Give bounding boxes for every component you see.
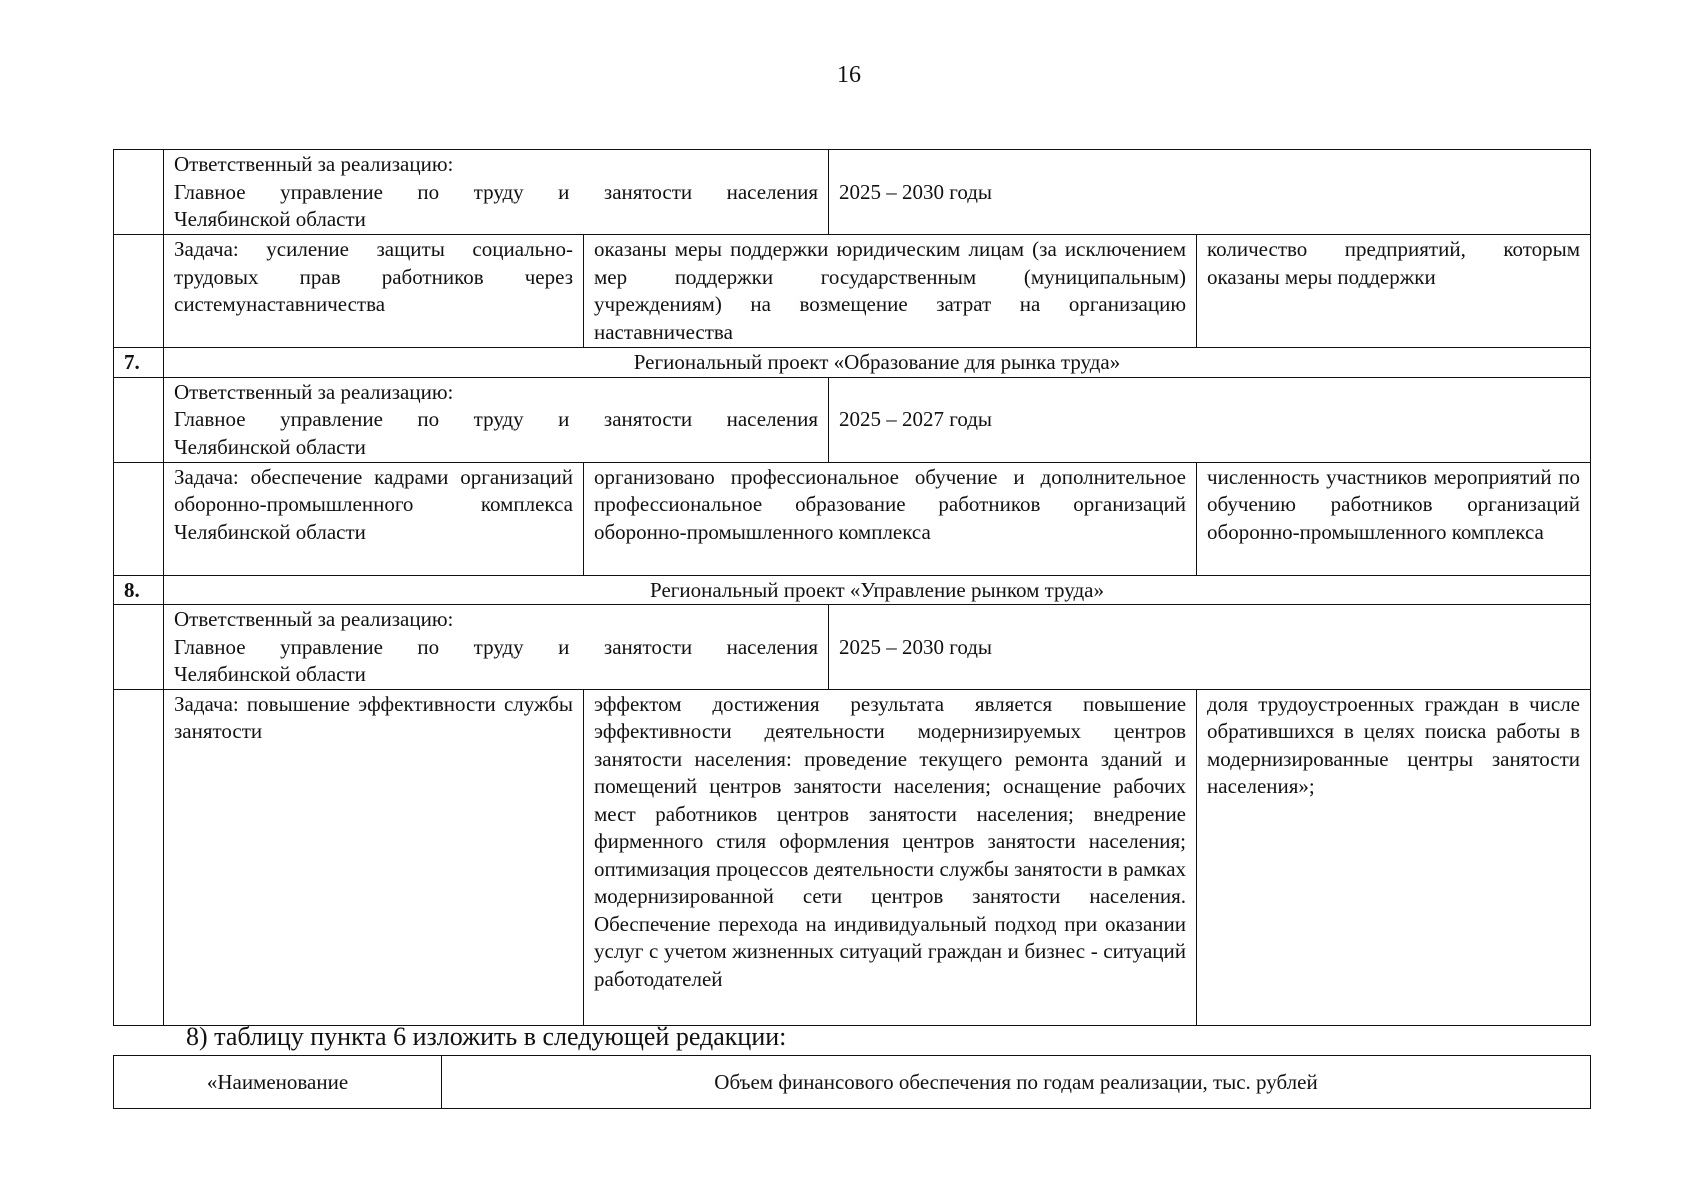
number-cell	[114, 235, 164, 348]
table-row	[114, 235, 1591, 348]
number-cell	[114, 377, 164, 462]
table-row	[114, 150, 1591, 235]
number-cell	[114, 150, 164, 235]
responsible-org-line2: Челябинской области	[174, 662, 366, 686]
responsible-org-line2: Челябинской области	[174, 207, 366, 231]
task-text: Задача: усиление защиты социально-трудовых прав работников через системунаставничества	[174, 237, 573, 316]
table-row	[114, 575, 1591, 605]
responsible-cell	[164, 605, 829, 690]
responsible-label: Ответственный за реализацию:	[174, 607, 454, 631]
number-cell	[114, 462, 164, 575]
indicator-cell: доля трудоустроенных граждан в числе обратившихся в целях поиска работы в модернизированные центры занятости населения»;	[1197, 689, 1591, 1025]
result-cell: эффектом достижения результата является повышение эффективности деятельности модернизируемых центров занятости населения: проведение текущего ремонта зданий и помещений центров занятости населения; оснащение рабочих мест работников центров занятости населения; внедрение фирменного стиля оформления центров занятости населения; оптимизация процессов деятельности службы занятости в рамках модернизированной сети центров занятости населения. Обеспечение перехода на индивидуальный подход при оказании услуг с учетом жизненных ситуаций граждан и бизнес - ситуаций работодателей	[584, 689, 1197, 1025]
responsible-org-line1: Главное управление по труду и занятости населения	[174, 634, 819, 659]
responsible-label: Ответственный за реализацию:	[174, 152, 454, 176]
period-cell: 2025 – 2027 годы	[829, 377, 1591, 462]
instruction-text: 8) таблицу пункта 6 изложить в следующей редакции:	[186, 1022, 787, 1051]
table-row	[114, 689, 1591, 1025]
task-cell	[164, 235, 584, 348]
responsible-org-line2: Челябинской области	[174, 434, 366, 459]
finance-header-name: «Наименование	[114, 1056, 442, 1109]
table-row	[114, 377, 1591, 462]
result-cell: организовано профессиональное обучение и дополнительное профессиональное образование работников организаций оборонно-промышленного комплекса	[584, 462, 1197, 575]
project-number: 7.	[114, 348, 164, 378]
number-cell	[114, 689, 164, 1025]
table-row	[114, 348, 1591, 378]
measures-table	[113, 149, 1591, 1026]
period-cell: 2025 – 2030 годы	[829, 150, 1591, 235]
responsible-org-line1: Главное управление по труду и занятости населения	[174, 407, 819, 431]
finance-header-volume: Объем финансового обеспечения по годам реализации, тыс. рублей	[442, 1056, 1591, 1109]
page-number: 16	[837, 62, 861, 88]
project-number: 8.	[114, 575, 164, 605]
table-row	[114, 605, 1591, 690]
task-cell: Задача: обеспечение кадрами организаций оборонно-промышленного комплекса Челябинской области	[164, 462, 584, 575]
result-cell: оказаны меры поддержки юридическим лицам (за исключением мер поддержки государственным (муниципальным) учреждениям) на возмещение затрат на организацию наставничества	[584, 235, 1197, 348]
responsible-org-line1: Главное управление по труду и занятости населения	[174, 179, 819, 204]
responsible-label: Ответственный за реализацию:	[174, 379, 454, 404]
finance-table	[113, 1055, 1591, 1109]
indicator-cell: количество предприятий, которым оказаны меры поддержки	[1197, 235, 1591, 348]
responsible-cell	[164, 377, 829, 462]
table-row	[114, 1056, 1591, 1109]
number-cell	[114, 605, 164, 690]
project-title: Региональный проект «Образование для рынка труда»	[164, 348, 1591, 378]
indicator-cell: численность участников мероприятий по обучению работников организаций оборонно-промышленного комплекса	[1197, 462, 1591, 575]
table-row	[114, 462, 1591, 575]
responsible-cell	[164, 150, 829, 235]
project-title: Региональный проект «Управление рынком труда»	[164, 575, 1591, 605]
task-cell: Задача: повышение эффективности службы занятости	[164, 689, 584, 1025]
period-cell: 2025 – 2030 годы	[829, 605, 1591, 690]
